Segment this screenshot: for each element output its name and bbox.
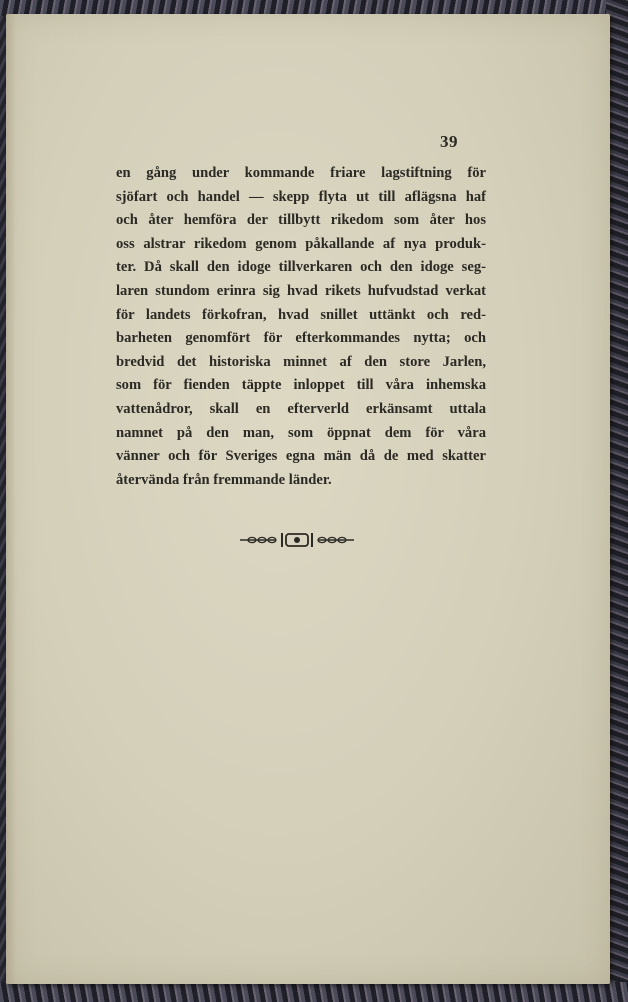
text-line: som för fienden täppte inloppet till våra inhemska <box>116 377 486 394</box>
text-line: för landets förkofran, hvad snillet uttänkt och red- <box>116 306 486 323</box>
paper-page <box>6 14 610 984</box>
text-line: namnet på den man, som öppnat dem för våra <box>116 424 486 441</box>
decorative-rule-ornament-icon <box>238 530 356 550</box>
text-line: oss alstrar rikedom genom påkallande af nya produk- <box>116 235 486 252</box>
body-text <box>116 162 486 492</box>
text-line: bredvid det historiska minnet af den store Jarlen, <box>116 353 486 370</box>
text-line: ter. Då skall den idoge tillverkaren och den idoge seg- <box>116 259 486 276</box>
text-line: barheten genomfört för efterkommandes nytta; och <box>116 330 486 347</box>
text-line: en gång under kommande friare lagstiftning för <box>116 165 486 181</box>
book-cover-bottom-edge <box>0 982 628 1002</box>
page-number: 39 <box>440 132 458 151</box>
text-line: och åter hemföra der tillbytt rikedom som åter hos <box>116 212 486 229</box>
text-line: sjöfart och handel — skepp flyta ut till aflägsna haf <box>116 188 486 205</box>
text-line: vänner och för Sveriges egna män då de med skatter <box>116 448 486 465</box>
text-line: laren stundom erinra sig hvad rikets hufvudstad verkat <box>116 282 486 299</box>
text-line: vattenådror, skall en efterverld erkänsamt uttala <box>116 400 486 417</box>
text-line: återvända från fremmande länder. <box>116 471 332 488</box>
page-edge-shadow <box>6 14 16 984</box>
